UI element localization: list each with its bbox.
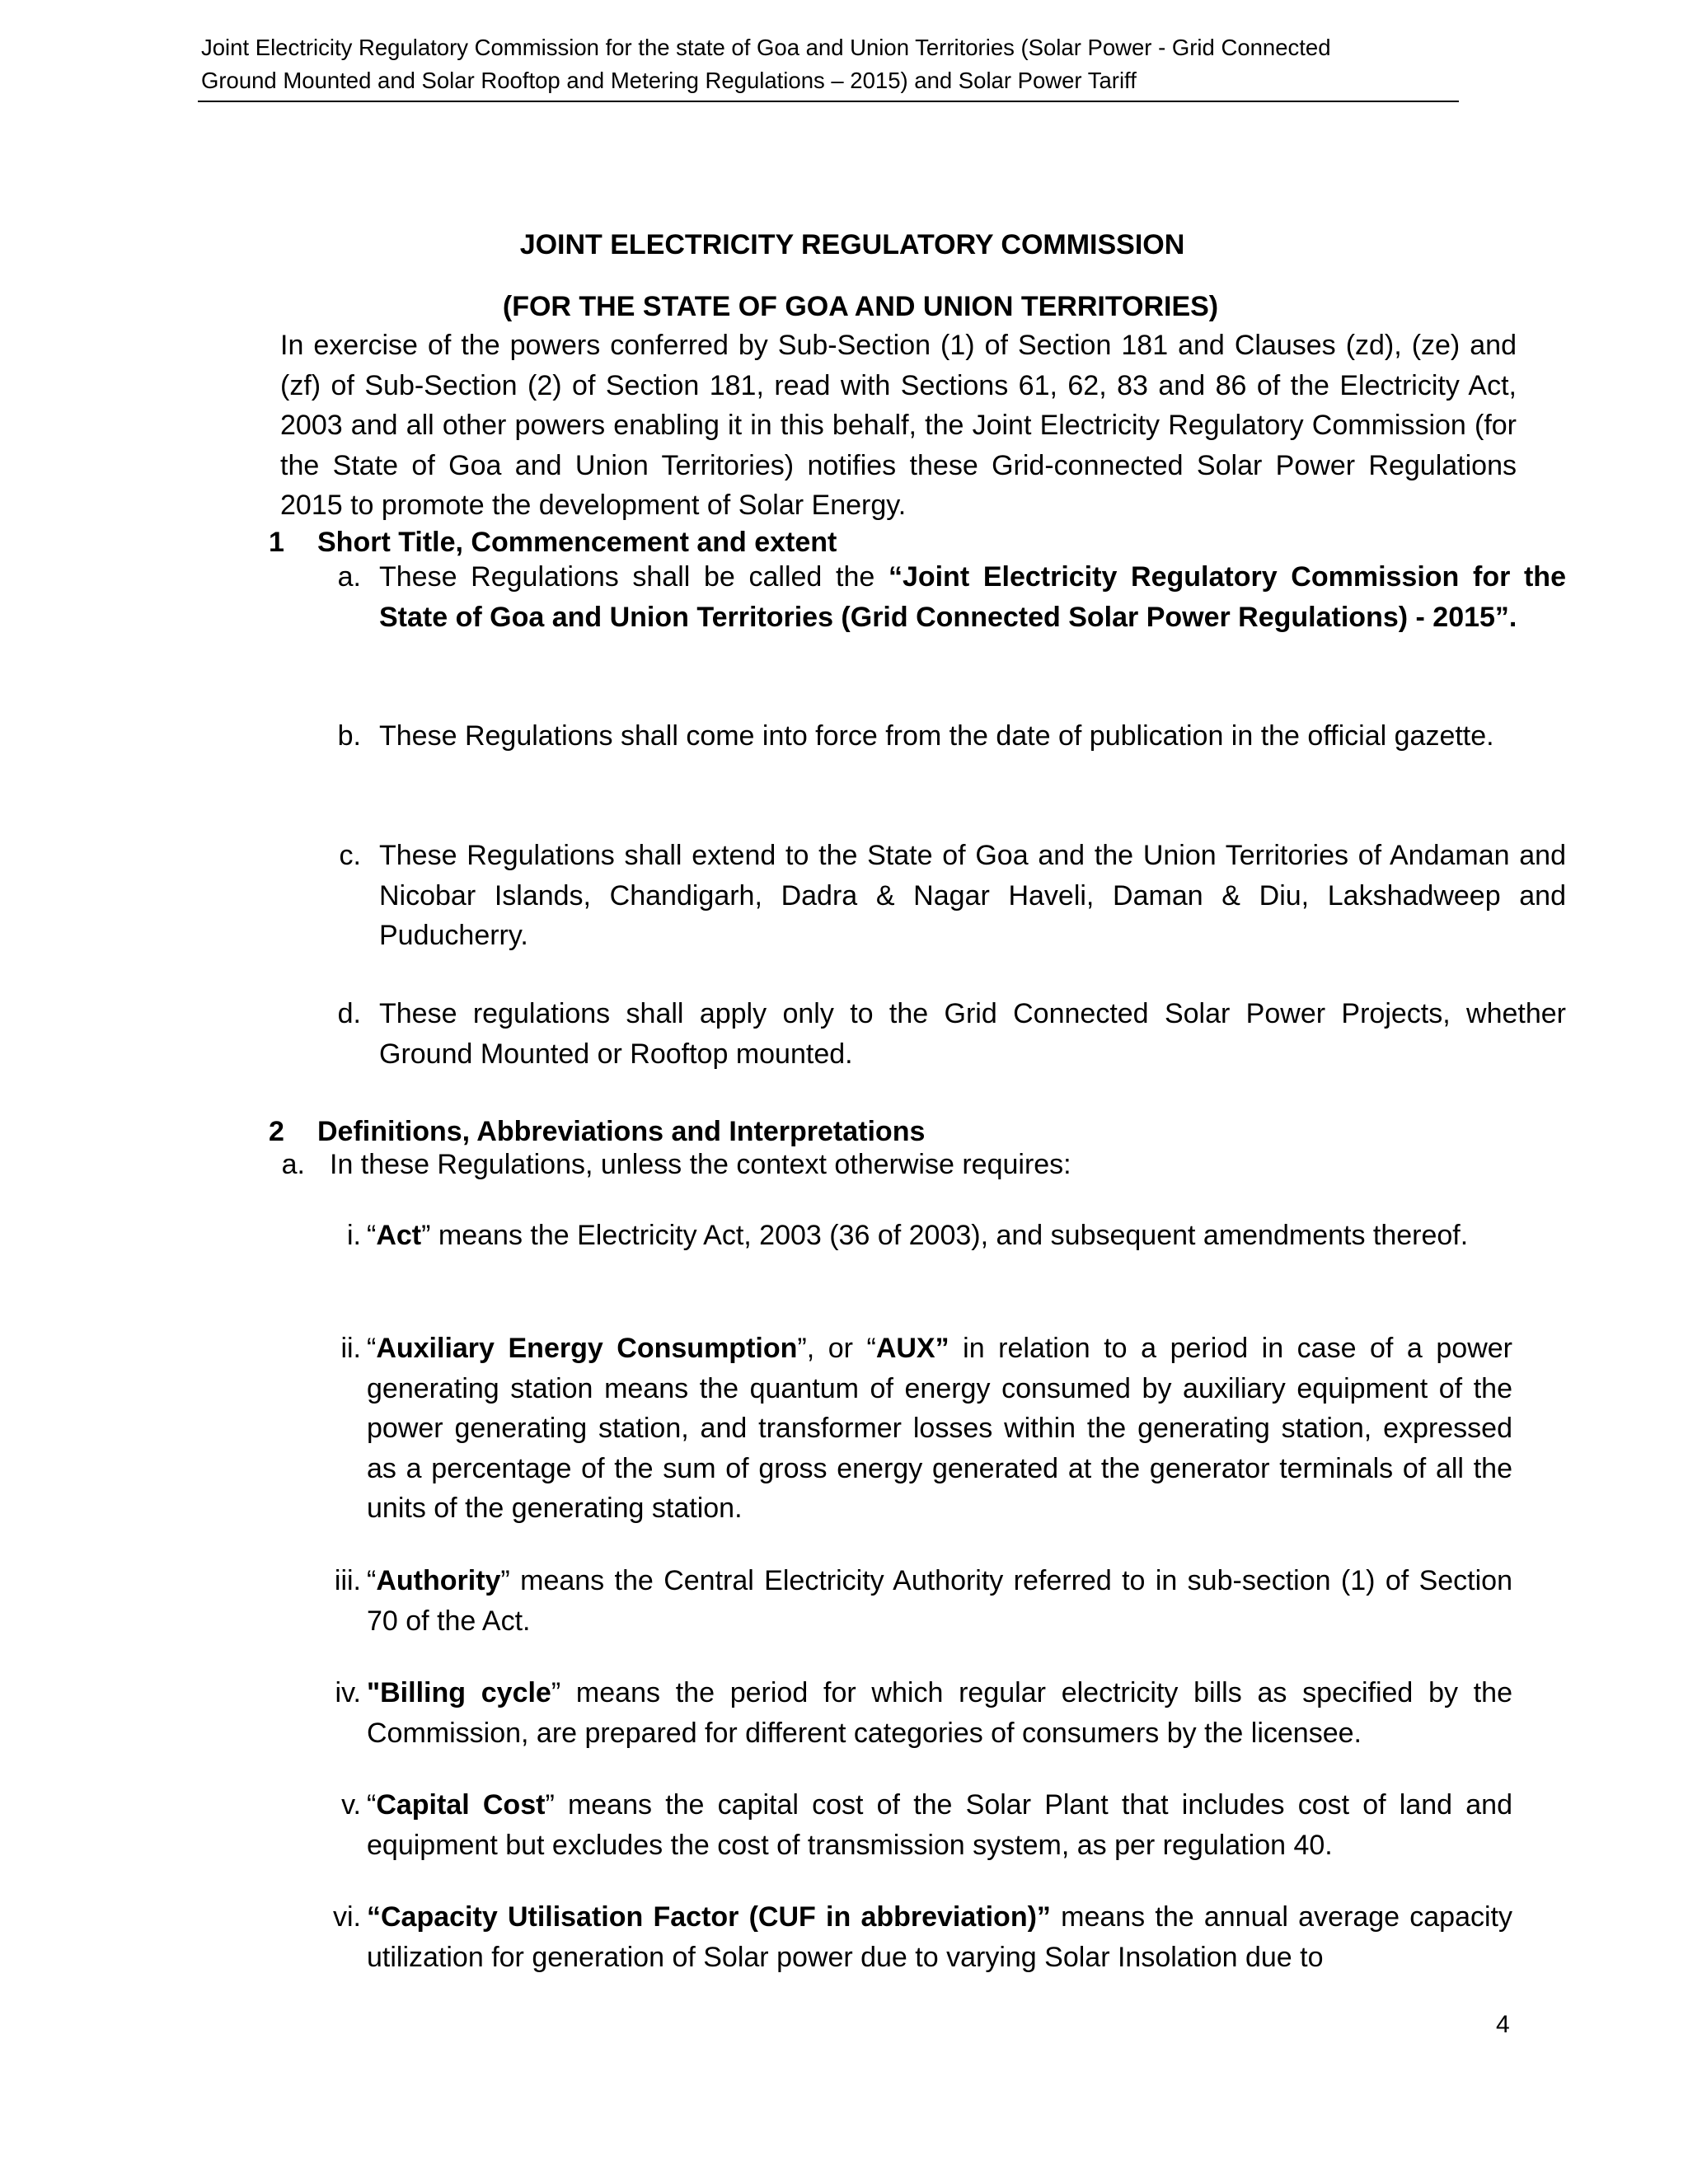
definition-act: [367, 1216, 1512, 1256]
definition-term: Act: [376, 1220, 422, 1251]
definition-billing-cycle: [367, 1673, 1512, 1753]
definition-auxiliary-energy-consumption: [367, 1329, 1512, 1529]
header-divider: [198, 101, 1459, 102]
quote-close: ”: [500, 1565, 510, 1596]
section-1-item-b: These Regulations shall come into force from the date of publication in the official gazette.: [379, 720, 1494, 752]
section-1-item-a-marker: a.: [337, 561, 361, 593]
definition-capital-cost: [367, 1785, 1512, 1865]
quote-open: “: [367, 1220, 377, 1251]
definition-term: “Capacity Utilisation Factor (CUF in abbreviation)”: [367, 1901, 1051, 1933]
section-1-item-c-marker: c.: [339, 840, 361, 871]
section-1-item-b-marker: b.: [337, 720, 361, 752]
definition-term: Authority: [376, 1565, 501, 1596]
definition-term: Capital Cost: [376, 1789, 546, 1821]
section-1-number: 1: [269, 527, 284, 558]
definition-iv-marker: iv.: [335, 1677, 361, 1708]
section-1-item-c: These Regulations shall extend to the State of Goa and the Union Territories of Andaman and Nicobar Islands, Chandigarh, Dadra & Nagar Haveli, Daman & Diu, Lakshadweep and Puducherry.: [379, 840, 1566, 951]
definition-capacity-utilisation-factor: [367, 1897, 1512, 1977]
definition-term-abbreviation: AUX”: [875, 1333, 950, 1364]
quote-close: ”: [545, 1789, 555, 1821]
quote-close: ”: [551, 1677, 561, 1708]
definition-vi-marker: vi.: [333, 1901, 361, 1933]
document-subtitle: (FOR THE STATE OF GOA AND UNION TERRITORIES): [502, 291, 1219, 322]
definition-v-marker: v.: [341, 1789, 361, 1821]
definition-term: Auxiliary Energy Consumption: [376, 1333, 798, 1364]
definition-text: in relation to a period in case of a power generating station means the quantum of energy consumed by auxiliary equipment of the power generating station, and transformer losses within the generating station, expressed as a percentage of the sum of gross energy generated at the generator terminals of all the units of the generating station.: [367, 1333, 1512, 1524]
quote-open: “: [367, 1565, 377, 1596]
definition-iii-marker: iii.: [334, 1565, 361, 1596]
section-1-item-d-marker: d.: [337, 998, 361, 1029]
definition-term: "Billing cycle: [367, 1677, 551, 1708]
definition-text: means the capital cost of the Solar Plant that includes cost of land and equipment but excludes the cost of transmission system, as per regulation 40.: [367, 1789, 1512, 1861]
regulations-short-title: “Joint Electricity Regulatory Commission for the State of Goa and Union Territories (Grid Connected Solar Power Regulations) - 2015”.: [379, 561, 1566, 633]
definition-text: means the period for which regular electricity bills as specified by the Commission, are prepared for different categories of consumers by the licensee.: [367, 1677, 1512, 1749]
definition-i-marker: i.: [347, 1220, 361, 1251]
definition-text: means the Central Electricity Authority referred to in sub-section (1) of Section 70 of the Act.: [367, 1565, 1512, 1637]
quote-close: ”: [421, 1220, 431, 1251]
definition-text: means the Electricity Act, 2003 (36 of 2003), and subsequent amendments thereof.: [430, 1220, 1469, 1251]
running-header-line-1: Joint Electricity Regulatory Commission for the state of Goa and Union Territories (Solar Power - Grid Connected: [201, 35, 1331, 60]
quote-open: “: [367, 1789, 377, 1821]
running-header-line-2: Ground Mounted and Solar Rooftop and Metering Regulations – 2015) and Solar Power Tariff: [201, 68, 1137, 93]
section-2-intro: In these Regulations, unless the context otherwise requires:: [330, 1149, 1071, 1180]
definition-text: means the annual average capacity utilization for generation of Solar power due to varying Solar Insolation due to: [367, 1901, 1512, 1973]
quote-open: “: [367, 1333, 377, 1364]
page-number: 4: [1496, 2011, 1510, 2038]
section-2-heading: Definitions, Abbreviations and Interpretations: [317, 1116, 926, 1147]
definition-authority: [367, 1561, 1512, 1641]
item-a-text: These Regulations shall be called the: [379, 561, 889, 593]
section-2-number: 2: [269, 1116, 284, 1147]
section-1-item-a: [379, 557, 1566, 637]
quote-close: ”, or “: [797, 1333, 876, 1364]
section-1-heading: Short Title, Commencement and extent: [317, 527, 837, 558]
preamble-paragraph: In exercise of the powers conferred by Sub-Section (1) of Section 181 and Clauses (zd), (ze) and (zf) of Sub-Section (2) of Section 181, read with Sections 61, 62, 83 and 86 of the Electricity Act, 2003 and all other powers enabling it in this behalf, the Joint Electricity Regulatory Commission (for the State of Goa and Union Territories) notifies these Grid-connected Solar Power Regulations 2015 to promote the development of Solar Energy.: [280, 330, 1517, 521]
definition-ii-marker: ii.: [340, 1333, 361, 1364]
running-header: [201, 31, 1459, 97]
document-title: JOINT ELECTRICITY REGULATORY COMMISSION: [519, 229, 1185, 260]
section-1-item-d: These regulations shall apply only to the Grid Connected Solar Power Projects, whether Ground Mounted or Rooftop mounted.: [379, 998, 1566, 1070]
section-2-intro-marker: a.: [281, 1149, 305, 1180]
